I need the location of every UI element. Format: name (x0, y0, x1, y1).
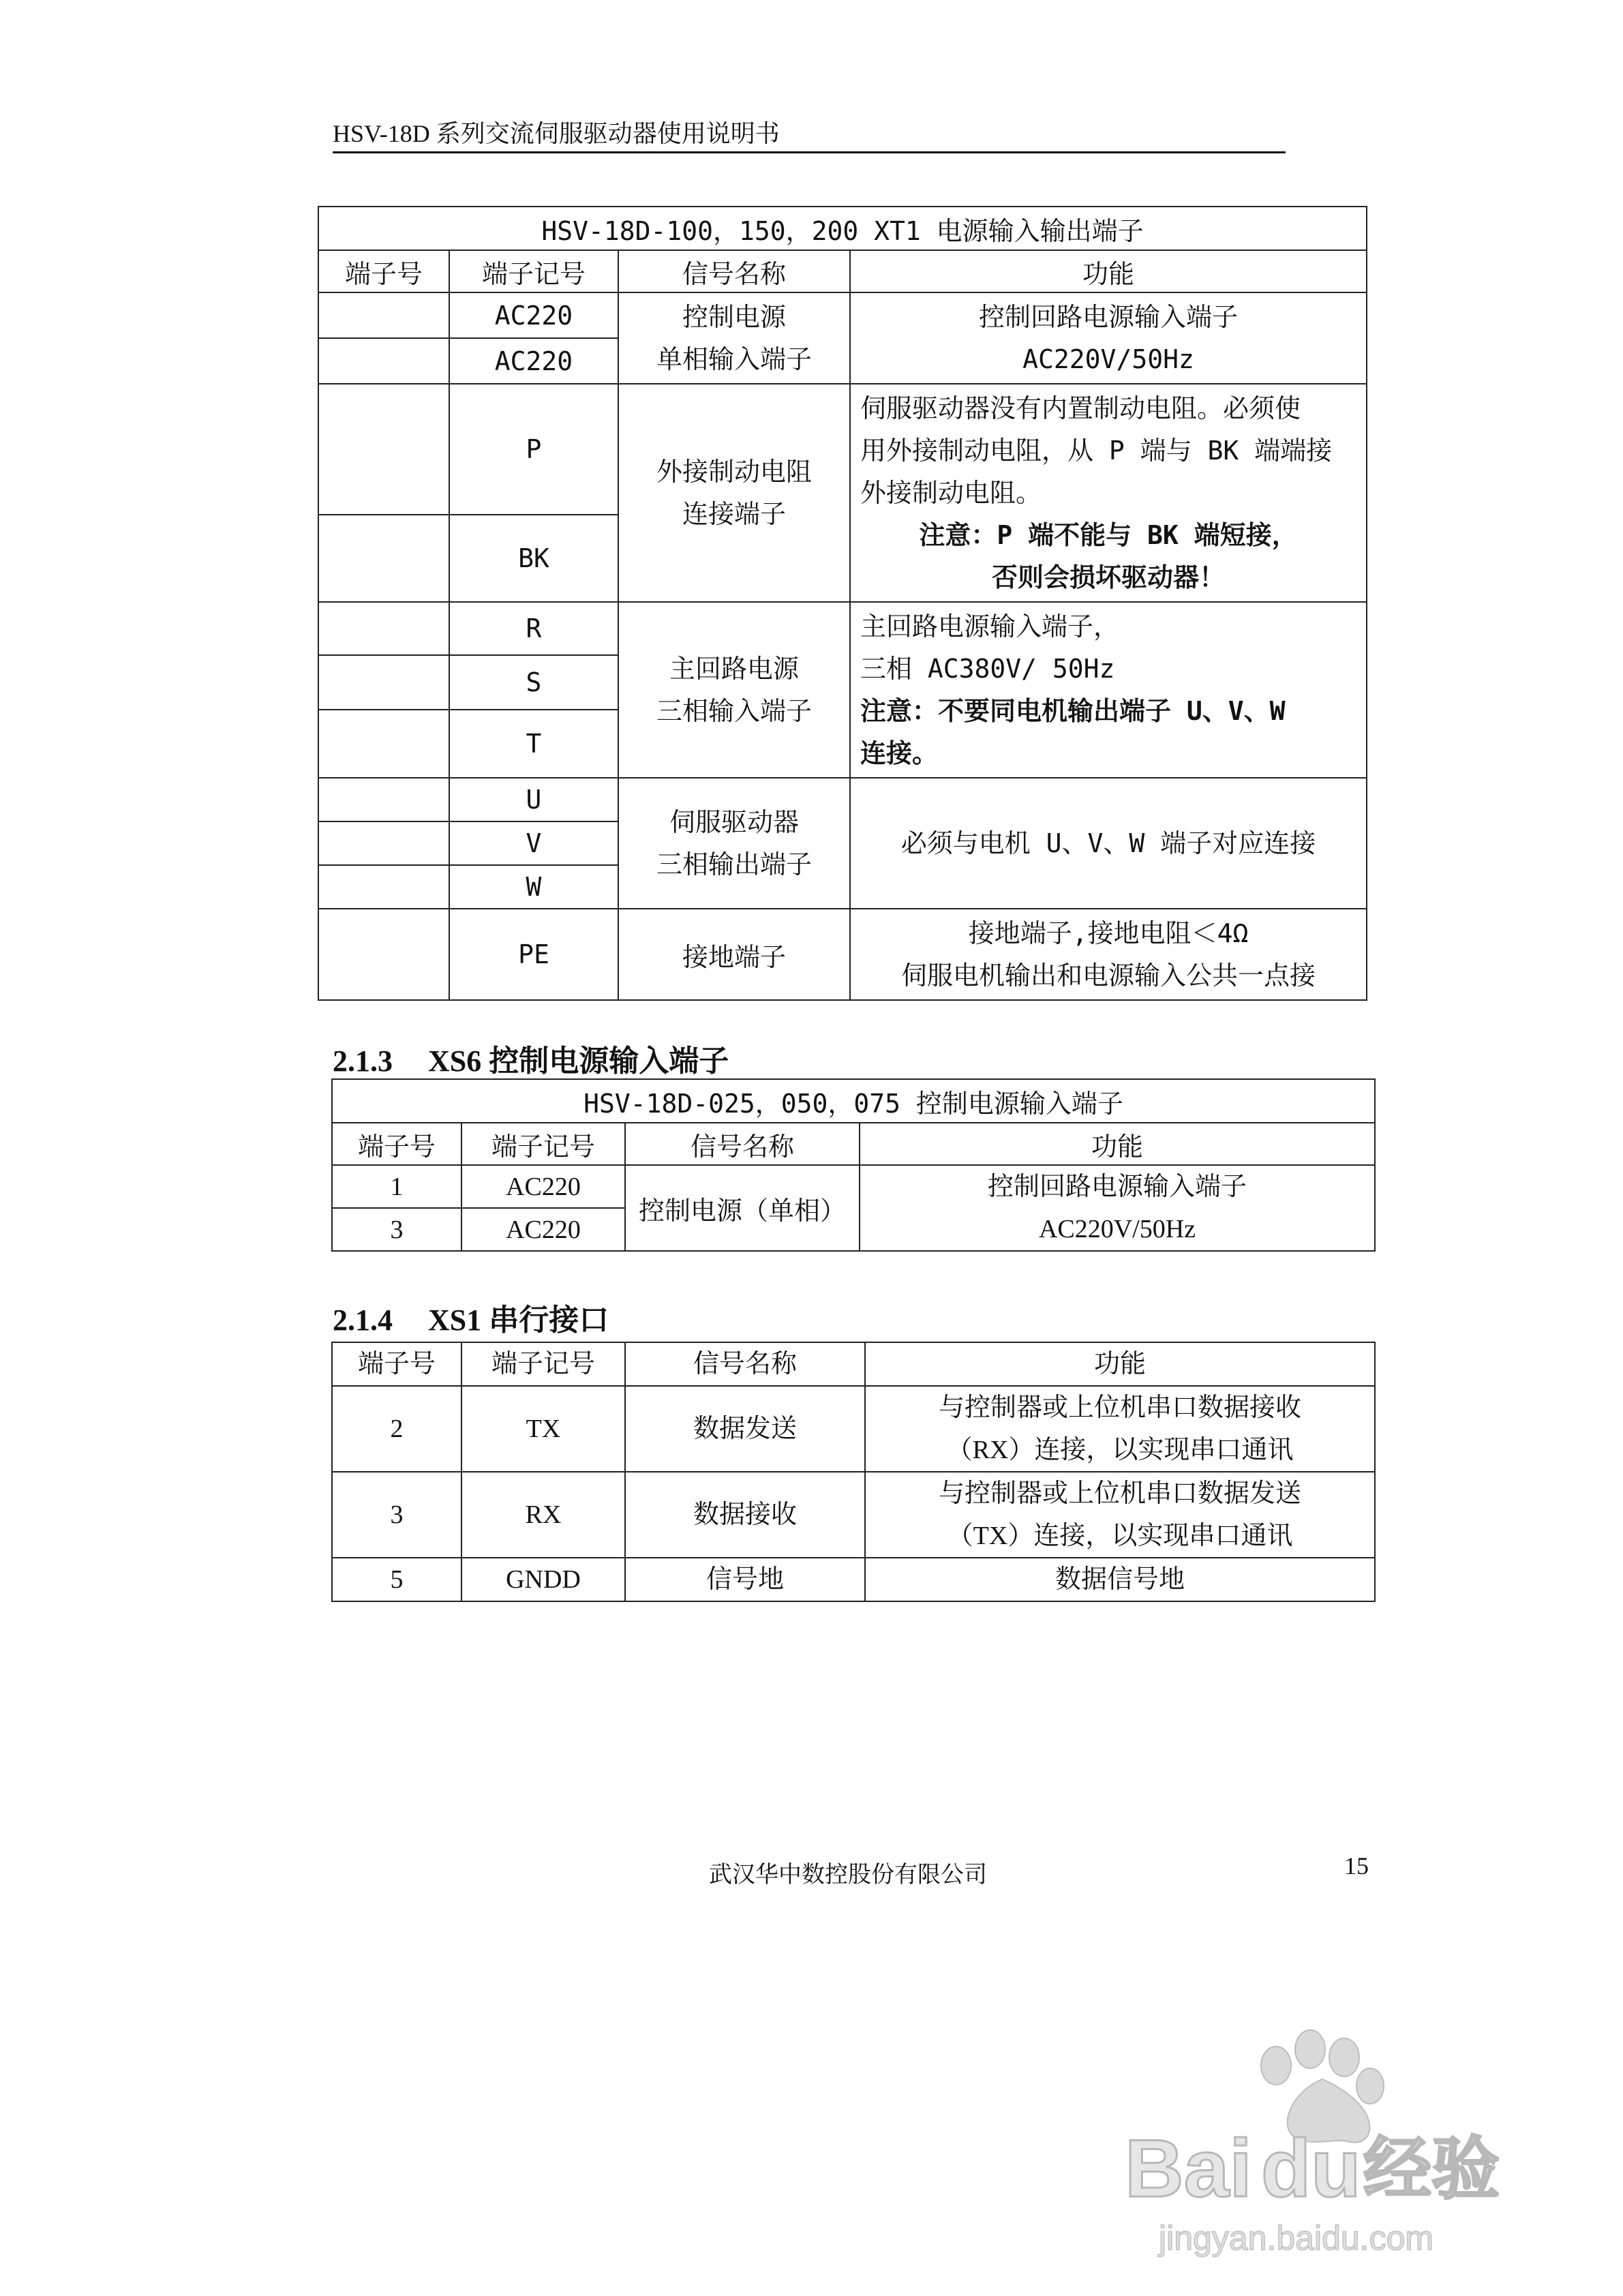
terminal-mark-cell: BK (449, 515, 618, 602)
terminal-mark-cell: GNDD (461, 1558, 625, 1601)
section-number: 2.1.3 (333, 1044, 393, 1078)
function-line: 外接制动电阻。 (860, 478, 1042, 508)
terminal-number-cell (318, 710, 449, 778)
signal-name-cell (618, 384, 850, 602)
terminal-number-cell (318, 292, 449, 338)
signal-name-cell: 信号地 (625, 1558, 865, 1601)
section-title: XS1 串行接口 (428, 1303, 609, 1337)
terminal-number-cell (318, 909, 449, 1000)
signal-line: 接地端子 (682, 941, 786, 972)
terminal-mark-cell: U (449, 778, 618, 821)
function-line: 数据信号地 (1055, 1565, 1185, 1594)
function-cell (865, 1472, 1375, 1558)
function-line: 伺服驱动器没有内置制动电阻。必须使 (860, 393, 1301, 423)
signal-line: 三相输出端子 (656, 849, 812, 879)
terminal-number-cell (318, 515, 449, 602)
terminal-mark-cell: S (449, 655, 618, 710)
column-header: 端子号 (318, 250, 449, 292)
column-header: 功能 (865, 1342, 1375, 1386)
function-line: 控制回路电源输入端子 (979, 302, 1239, 332)
terminal-mark-cell: V (449, 821, 618, 865)
terminal-mark-cell: W (449, 865, 618, 909)
warning-note-line: 注意：不要同电机输出端子 U、V、W (860, 696, 1286, 726)
signal-name-cell: 数据发送 (625, 1386, 865, 1472)
section-number: 2.1.4 (333, 1303, 393, 1337)
terminal-number-cell: 1 (332, 1165, 461, 1208)
function-line: 控制回路电源输入端子 (987, 1173, 1247, 1201)
terminal-number-cell: 3 (332, 1208, 461, 1251)
terminal-number-cell (318, 602, 449, 655)
footer-company-name: 武汉华中数控股份有限公司 (709, 1862, 987, 1888)
watermark-url: jingyan.baidu.com (1159, 2219, 1434, 2257)
header-rule (333, 151, 1286, 153)
terminal-number-cell: 2 (332, 1386, 461, 1472)
function-cell (850, 292, 1367, 384)
terminal-number-cell: 5 (332, 1558, 461, 1601)
signal-name-cell: 控制电源（单相） (625, 1165, 860, 1251)
function-line: （RX）连接，以实现串口通讯 (946, 1436, 1294, 1464)
function-line: 必须与电机 U、V、W 端子对应连接 (900, 828, 1316, 858)
function-cell (865, 1386, 1375, 1472)
table-title: HSV-18D-100，150，200 XT1 电源输入输出端子 (318, 207, 1367, 250)
signal-line: 主回路电源 (669, 654, 799, 684)
terminal-mark-cell: RX (461, 1472, 625, 1558)
signal-line: 连接端子 (682, 499, 786, 529)
function-line: 与控制器或上位机串口数据发送 (938, 1479, 1301, 1508)
watermark-brand-cn: 经验 (1363, 2129, 1500, 2209)
terminal-mark-cell: PE (449, 909, 618, 1000)
watermark-brand-text-2: du (1261, 2123, 1361, 2214)
column-header: 端子号 (332, 1342, 461, 1386)
function-line: AC220V/50Hz (1022, 344, 1194, 374)
terminal-number-cell (318, 338, 449, 384)
function-cell (850, 602, 1367, 778)
terminal-mark-cell: AC220 (461, 1208, 625, 1251)
signal-line: 控制电源 (682, 302, 786, 332)
terminal-number-cell: 3 (332, 1472, 461, 1558)
signal-line: 外接制动电阻 (656, 457, 812, 487)
column-header: 端子记号 (461, 1342, 625, 1386)
signal-name-cell (618, 602, 850, 778)
function-line: 接地端子,接地电阻＜4Ω (968, 918, 1249, 948)
function-cell (860, 1165, 1375, 1251)
signal-name-cell: 数据接收 (625, 1472, 865, 1558)
column-header: 信号名称 (625, 1123, 860, 1165)
terminal-mark-cell: T (449, 710, 618, 778)
document-header-title: HSV-18D 系列交流伺服驱动器使用说明书 (333, 120, 780, 147)
function-line: 伺服电机输出和电源输入公共一点接 (901, 961, 1316, 991)
xs1-serial-table (331, 1342, 1376, 1602)
xs6-terminal-table (331, 1078, 1376, 1252)
terminal-mark-cell: TX (461, 1386, 625, 1472)
terminal-mark-cell: AC220 (461, 1165, 625, 1208)
column-header: 功能 (850, 250, 1367, 292)
signal-line: 伺服驱动器 (669, 807, 799, 837)
terminal-mark-cell: R (449, 602, 618, 655)
terminal-number-cell (318, 655, 449, 710)
warning-note-line: 否则会损坏驱动器！ (992, 562, 1226, 592)
function-line: 三相 AC380V/ 50Hz (860, 654, 1115, 684)
terminal-number-cell (318, 821, 449, 865)
function-cell (850, 778, 1367, 909)
function-line: 与控制器或上位机串口数据接收 (938, 1393, 1301, 1422)
column-header: 端子记号 (449, 250, 618, 292)
terminal-mark-cell: AC220 (449, 292, 618, 338)
function-line: 用外接制动电阻，从 P 端与 BK 端端接 (860, 436, 1333, 466)
xt1-terminal-table (318, 206, 1367, 1001)
column-header: 信号名称 (618, 250, 850, 292)
terminal-mark-cell: P (449, 384, 618, 515)
signal-line: 三相输入端子 (656, 696, 812, 726)
function-cell (850, 384, 1367, 602)
function-cell (850, 909, 1367, 1000)
column-header: 端子记号 (461, 1123, 625, 1165)
baidu-jingyan-watermark (1118, 2018, 1541, 2263)
function-line: AC220V/50Hz (1038, 1215, 1196, 1243)
function-cell (865, 1558, 1375, 1601)
terminal-number-cell (318, 384, 449, 515)
table-title: HSV-18D-025，050，075 控制电源输入端子 (332, 1079, 1375, 1123)
section-title: XS6 控制电源输入端子 (428, 1044, 729, 1078)
section-heading-xs1 (333, 1295, 609, 1339)
column-header: 功能 (860, 1123, 1375, 1165)
terminal-mark-cell: AC220 (449, 338, 618, 384)
terminal-number-cell (318, 778, 449, 821)
signal-line: 单相输入端子 (656, 344, 812, 374)
signal-name-cell (618, 292, 850, 384)
terminal-number-cell (318, 865, 449, 909)
column-header: 信号名称 (625, 1342, 865, 1386)
warning-note-line: 连接。 (860, 738, 939, 768)
warning-note-line: 注意：P 端不能与 BK 端短接， (919, 520, 1298, 550)
function-line: （TX）连接，以实现串口通讯 (947, 1522, 1293, 1550)
section-heading-xs6 (333, 1036, 729, 1080)
watermark-brand-text: Bai (1125, 2123, 1252, 2214)
signal-name-cell (618, 909, 850, 1000)
function-line: 主回路电源输入端子， (860, 611, 1120, 641)
page-number: 15 (1344, 1852, 1369, 1879)
signal-name-cell (618, 778, 850, 909)
column-header: 端子号 (332, 1123, 461, 1165)
